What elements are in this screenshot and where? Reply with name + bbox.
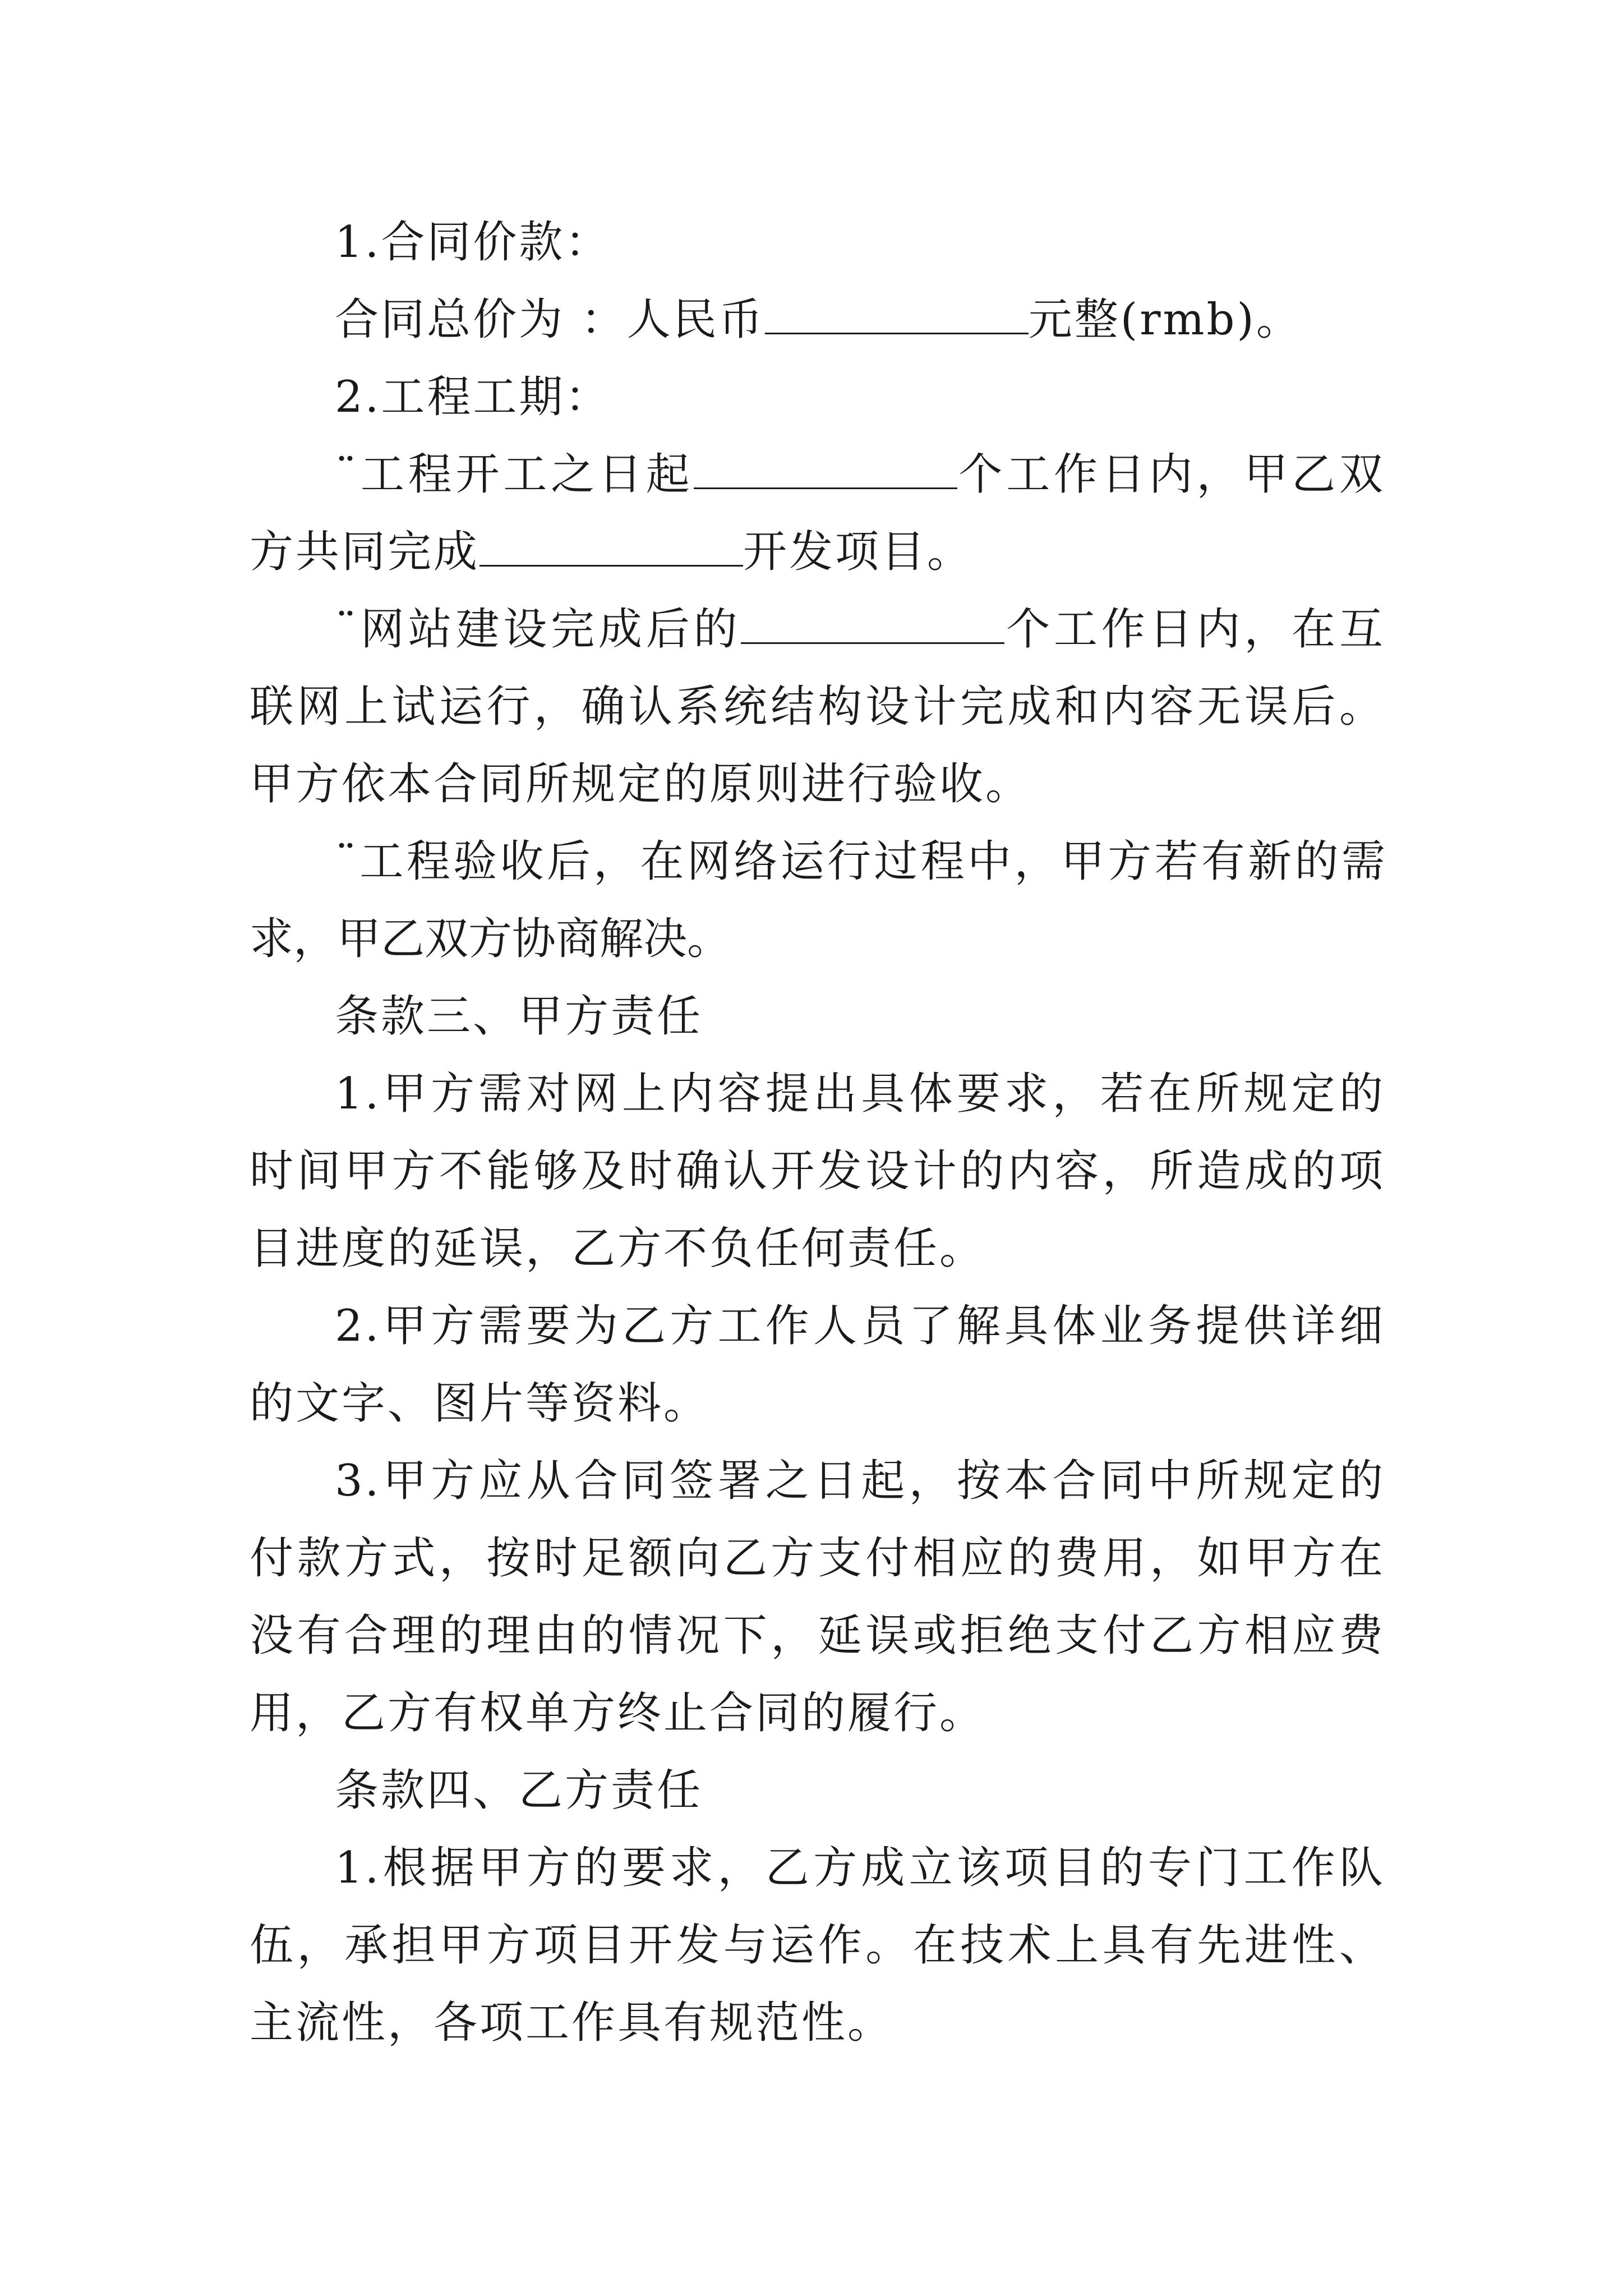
price-total-suffix: 元整(rmb)。 <box>1028 295 1302 345</box>
period-item-2-suffix: 个工作日内，在互联网上试运行，确认系统结构设计完成和内容无误后。甲方依本合同所规定的原则进行验收。 <box>250 604 1385 809</box>
clause-3-item-1: 1.甲方需对网上内容提出具体要求，若在所规定的时间甲方不能够及时确认开发设计的内容，所造成的项目进度的延误，乙方不负任何责任。 <box>250 1069 1385 1274</box>
price-amount-blank <box>765 299 1029 334</box>
period-item-1-prefix: ¨工程开工之日起 <box>335 449 694 500</box>
period-heading: 2.工程工期： <box>335 372 611 422</box>
clause-4-item-1: 1.根据甲方的要求，乙方成立该项目的专门工作队伍，承担甲方项目开发与运作。在技术上具有先进性、主流性，各项工作具有规范性。 <box>250 1843 1385 2048</box>
clause-3-title: 条款三、甲方责任 <box>335 991 703 1042</box>
period-days-blank-2 <box>741 609 1004 644</box>
price-total-prefix: 合同总价为 ：人民币 <box>335 295 765 345</box>
period-item-1-middle: 个工作日内，甲乙双方共同完成 <box>250 449 1385 577</box>
clause-3-item-3: 3.甲方应从合同签署之日起，按本合同中所规定的付款方式，按时足额向乙方支付相应的费用，如甲方在没有合理的理由的情况下，延误或拒绝支付乙方相应费用，乙方有权单方终止合同的履行。 <box>250 1456 1385 1738</box>
document-body <box>250 204 1385 2062</box>
period-item-1 <box>250 436 1385 591</box>
period-item-3: ¨工程验收后，在网络运行过程中，甲方若有新的需求，甲乙双方协商解决。 <box>250 836 1385 964</box>
clause-3-item-2: 2.甲方需要为乙方工作人员了解具体业务提供详细的文字、图片等资料。 <box>250 1301 1385 1429</box>
period-item-2-prefix: ¨网站建设完成后的 <box>335 604 741 655</box>
project-name-blank <box>479 531 743 567</box>
period-item-2 <box>250 591 1385 823</box>
price-heading: 1.合同价款： <box>335 217 611 268</box>
price-total-line <box>250 281 1385 358</box>
period-days-blank-1 <box>694 454 957 489</box>
clause-4-title: 条款四、乙方责任 <box>335 1765 703 1816</box>
period-item-1-suffix: 开发项目。 <box>743 527 974 577</box>
